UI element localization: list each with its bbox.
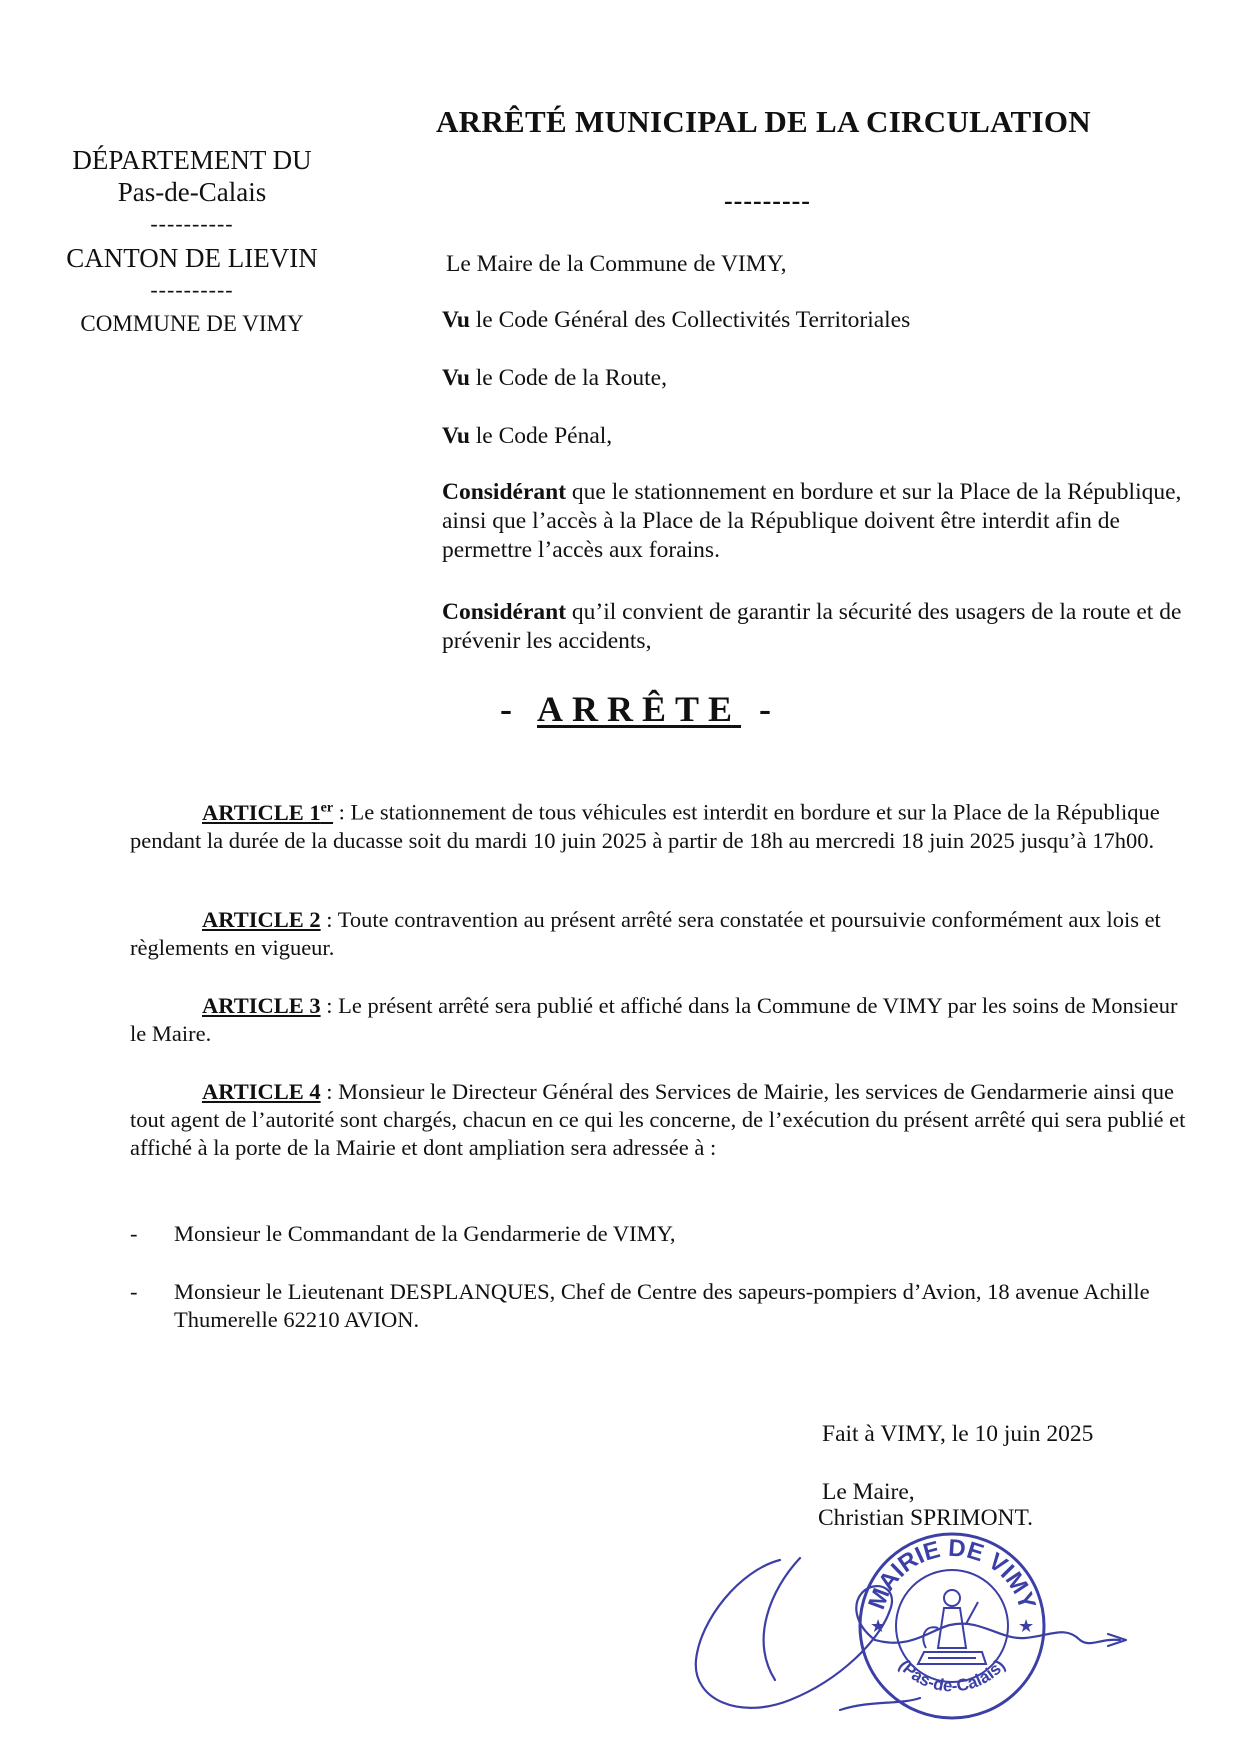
title-separator: --------- (724, 186, 811, 215)
canton-line: CANTON DE LIEVIN (66, 243, 318, 273)
considerant-label: Considérant (442, 599, 567, 625)
list-item (130, 1220, 1180, 1248)
article-text: : Le présent arrêté sera publié et affiché dans la Commune de VIMY par les soins de Monsieur le Maire. (130, 993, 1178, 1046)
article-text: : Monsieur le Directeur Général des Services de Mairie, les services de Gendarmerie ainsi que tout agent de l’autorité sont chargés, chacun en ce qui les concerne, de l’exécution du présent arrêté qui sera publié et affiché à la porte de la Mairie et dont ampliation sera adressée à : (130, 1079, 1186, 1160)
signature-name: Christian SPRIMONT. (818, 1505, 1033, 1531)
vu-line-3 (442, 422, 1202, 451)
mairie-stamp (854, 1528, 1050, 1724)
vu-text: le Code Général des Collectivités Territoriales (469, 307, 911, 333)
svg-text:(Pas-de-Calais) (895, 1656, 1009, 1696)
svg-text:MAIRIE DE VIMY (863, 1535, 1040, 1613)
list-item (130, 1278, 1180, 1334)
list-dash: - (130, 1279, 138, 1304)
left-header (42, 144, 342, 340)
article-text: : Le stationnement de tous véhicules est interdit en bordure et sur la Place de la République pendant la durée de la ducasse soit du mardi 10 juin 2025 à partir de 18h au mercredi 18 juin 2025 jusqu’à 17h00. (130, 799, 1160, 853)
recipient-text: Monsieur le Lieutenant DESPLANQUES, Chef de Centre des sapeurs-pompiers d’Avion, 18 avenue Achille Thumerelle 62210 AVION. (174, 1279, 1150, 1332)
vu-line-2 (442, 364, 1202, 393)
stamp-emblem-icon (918, 1590, 986, 1664)
svg-text:★: ★ (870, 1616, 887, 1637)
signature-role: Le Maire, (822, 1479, 915, 1505)
list-dash: - (130, 1221, 138, 1246)
article-4 (130, 1078, 1190, 1162)
considerant-paragraph-2 (442, 598, 1182, 656)
stamp-top-text: MAIRIE DE VIMY (863, 1534, 1041, 1613)
arrete-prefix: - (500, 689, 538, 729)
svg-text:★: ★ (1018, 1616, 1035, 1637)
article-label: ARTICLE 1er (202, 799, 334, 825)
article-label: ARTICLE 2 (202, 907, 321, 932)
vu-line-1 (442, 306, 1202, 335)
arrete-suffix: - (741, 689, 781, 729)
departement-line1: DÉPARTEMENT DU (72, 145, 312, 175)
vu-label: Vu (442, 423, 470, 449)
document-title: ARRÊTÉ MUNICIPAL DE LA CIRCULATION (436, 104, 1091, 139)
article-3 (130, 992, 1190, 1048)
article-1 (130, 794, 1190, 855)
fait-a-line: Fait à VIMY, le 10 juin 2025 (822, 1421, 1094, 1447)
article-label: ARTICLE 4 (202, 1079, 321, 1104)
article-text: : Toute contravention au présent arrêté sera constatée et poursuivie conformément aux lois et règlements en vigueur. (130, 907, 1161, 960)
header-separator: ---------- (150, 211, 234, 236)
considerant-text: que le stationnement en bordure et sur la Place de la République, ainsi que l’accès à la Place de la République doivent être interdit afin de permettre l’accès aux forains. (442, 479, 1182, 563)
vu-label: Vu (442, 307, 470, 333)
considerant-label: Considérant (442, 479, 567, 505)
recipient-text: Monsieur le Commandant de la Gendarmerie de VIMY, (174, 1221, 676, 1246)
considerant-paragraph-1 (442, 478, 1182, 565)
article-label: ARTICLE 3 (202, 993, 321, 1018)
considerant-text: qu’il convient de garantir la sécurité des usagers de la route et de prévenir les accidents, (442, 599, 1182, 654)
vu-text: le Code de la Route, (469, 365, 667, 391)
vu-label: Vu (442, 365, 470, 391)
departement-line2: Pas-de-Calais (117, 177, 267, 207)
vu-text: le Code Pénal, (469, 423, 613, 449)
header-separator: ---------- (150, 277, 234, 302)
stamp-bottom-text: (Pas-de-Calais) (895, 1656, 1009, 1696)
arrete-word: ARRÊTE (537, 689, 742, 729)
commune-line: COMMUNE DE VIMY (80, 311, 304, 336)
arrete-heading (500, 688, 780, 730)
preamble-maire: Le Maire de la Commune de VIMY, (446, 251, 787, 277)
article-2 (130, 906, 1190, 962)
